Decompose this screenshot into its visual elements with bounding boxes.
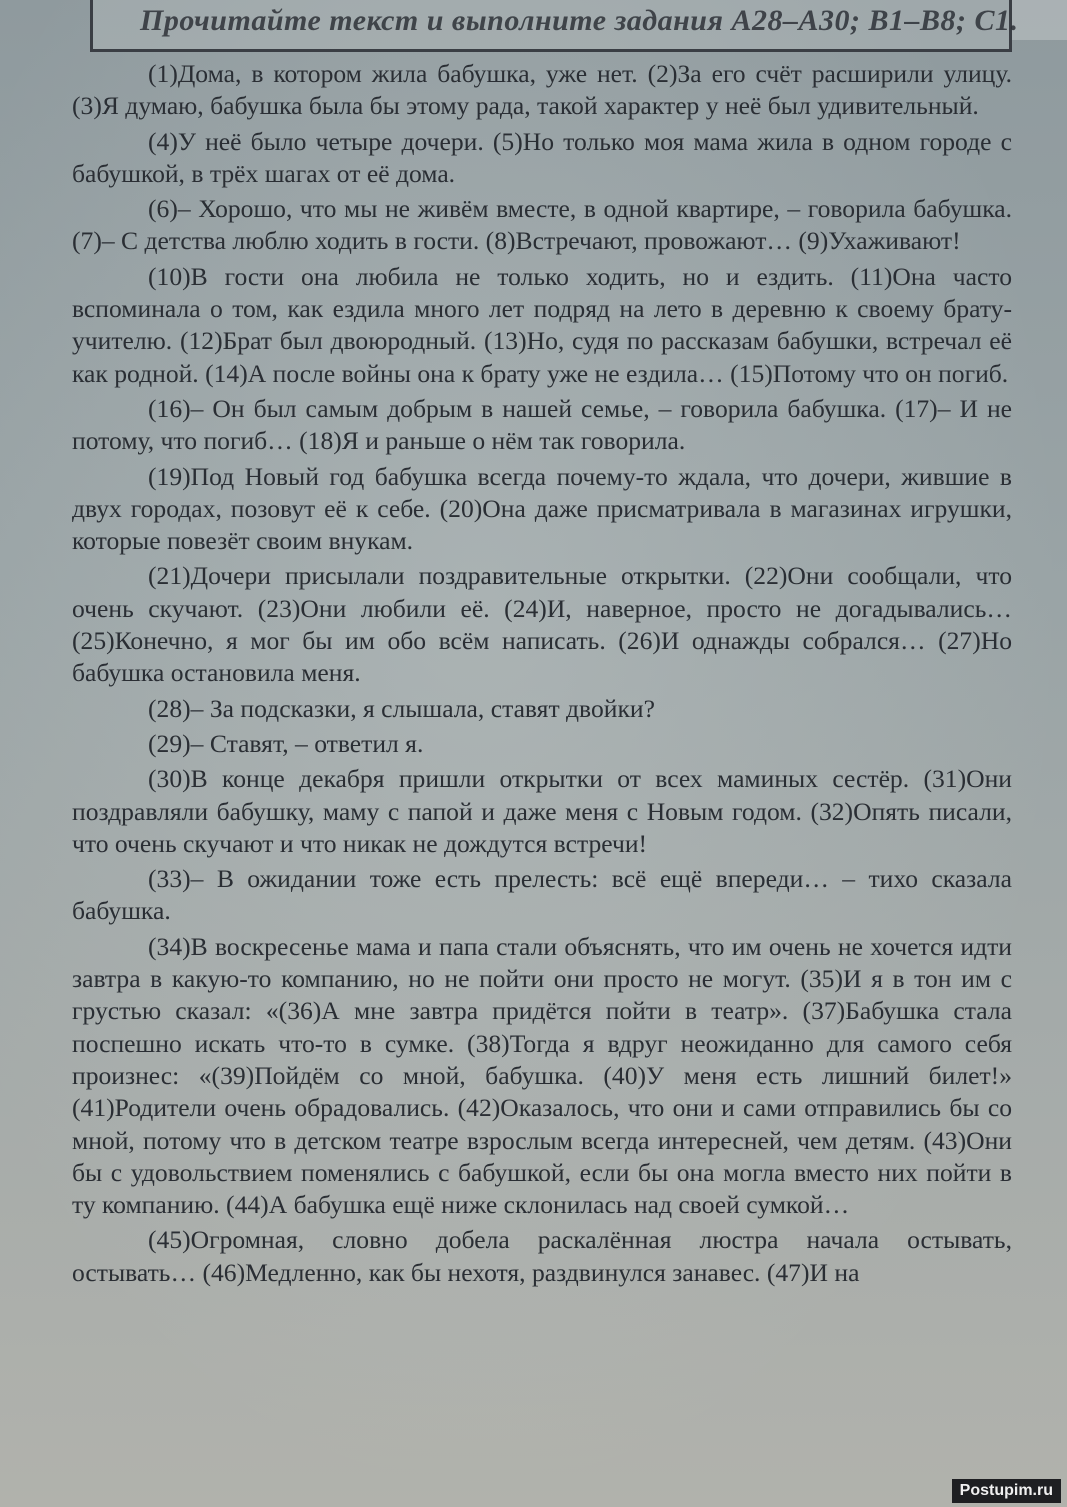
watermark-logo: Postupim.ru <box>952 1479 1061 1503</box>
paragraph: (6)– Хорошо, что мы не живём вместе, в одной квартире, – говорила бабушка. (7)– С детства люблю ходить в гости. (8)Встречают, провожают… (9)Ухаживают! <box>72 194 1012 256</box>
paragraph: (4)У неё было четыре дочери. (5)Но только моя мама жила в одном городе с бабушкой, в трёх шагах от её дома. <box>72 126 1012 188</box>
page-corner-highlight <box>1012 0 1067 40</box>
paragraph: (19)Под Новый год бабушка всегда почему-то ждала, что дочери, жившие в двух городах, позовут её к себе. (20)Она даже присматривала в магазинах игрушки, которые повезёт своим внукам. <box>72 461 1012 556</box>
paragraph: (21)Дочери присылали поздравительные открытки. (22)Они сообщали, что очень скучают. (23)Они любили её. (24)И, наверное, просто не догадывались… (25)Конечно, я мог бы им обо всём написать. (26)И однажды собрался… (27)Но бабушка остановила меня. <box>72 561 1012 688</box>
paragraph: (10)В гости она любила не только ходить, но и ездить. (11)Она часто вспоминала о том, как ездила много лет подряд на лето в деревню к своему брату-учителю. (12)Брат был двоюродный. (13)Но, судя по рассказам бабушки, встречал её как родной. (14)А после войны она к брату уже не ездила… (15)Потому что он погиб. <box>72 261 1012 388</box>
paragraph: (1)Дома, в котором жила бабушка, уже нет. (2)За его счёт расширили улицу. (3)Я думаю, бабушка была бы этому рада, такой характер у неё был удивительный. <box>72 59 1012 121</box>
paragraph: (28)– За подсказки, я слышала, ставят двойки? <box>148 693 655 723</box>
paragraph: (30)В конце декабря пришли открытки от всех маминых сестёр. (31)Они поздравляли бабушку, маму с папой и даже меня с Новым годом. (32)Опять писали, что очень скучают и что никак не дождутся встречи! <box>72 764 1012 858</box>
reading-text <box>72 58 1012 1289</box>
paragraph: (33)– В ожидании тоже есть прелесть: всё ещё впереди… – тихо сказала бабушка. <box>72 864 1012 926</box>
paragraph: (16)– Он был самым добрым в нашей семье, – говорила бабушка. (17)– И не потому, что погиб… (18)Я и раньше о нём так говорила. <box>72 393 1012 456</box>
paragraph: (29)– Ставят, – ответил я. <box>148 728 424 758</box>
paragraph: (45)Огромная, словно добела раскалённая люстра начала остывать, остывать… (46)Медленно, как бы нехотя, раздвинулся занавес. (47)И на <box>72 1225 1012 1287</box>
task-header-title: Прочитайте текст и выполните задания А28–А30; В1–В8; С1. <box>140 4 1019 37</box>
paragraph: (34)В воскресенье мама и папа стали объяснять, что им очень не хочется идти завтра в какую-то компанию, но не пойти они просто не могут. (35)И я в тон им с грустью сказал: «(36)А мне завтра придётся пойти в театр». (37)Бабушка стала поспешно искать что-то в сумке. (38)Тогда я вдруг неожиданно для самого себя произнес: «(39)Пойдём со мной, бабушка. (40)У меня есть лишний билет!» (41)Родители очень обрадовались. (42)Оказалось, что они и сами отправились бы со мной, потому что в детском театре взрослым всегда интересней, чем детям. (43)Они бы с удовольствием поменялись с бабушкой, если бы она могла вместо них пойти в ту компанию. (44)А бабушка ещё ниже склонилась над своей сумкой… <box>72 931 1012 1220</box>
